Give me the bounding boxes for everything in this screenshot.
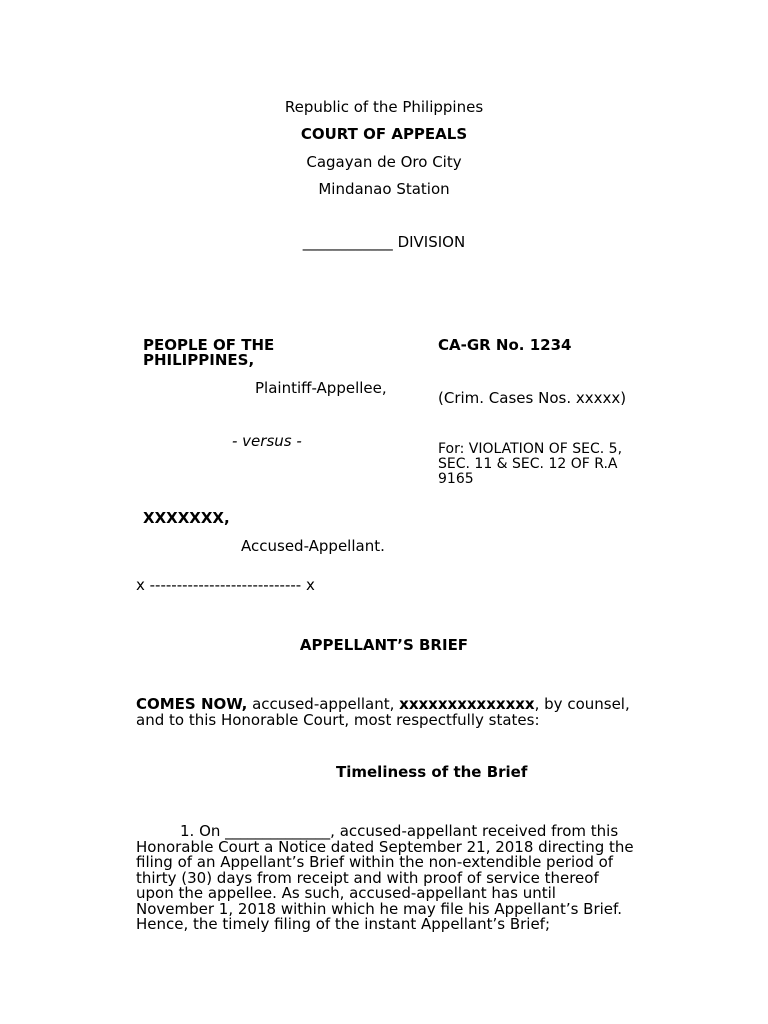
case-number: CA-GR No. 1234 — [438, 336, 572, 354]
document-title: APPELLANT’S BRIEF — [299, 636, 469, 654]
charge-line2: SEC. 11 & SEC. 12 OF R.A — [438, 456, 618, 472]
intro-text-a: accused-appellant, — [247, 695, 400, 713]
accused-name: XXXXXXX, — [143, 509, 230, 527]
republic-line: Republic of the Philippines — [284, 98, 484, 116]
paragraph1-line4: thirty (30) days from receipt and with proof of service thereof — [136, 869, 599, 887]
section-heading: Timeliness of the Brief — [336, 763, 528, 781]
charge-line1: For: VIOLATION OF SEC. 5, — [438, 441, 623, 457]
intro-line2: and to this Honorable Court, most respectfully states: — [136, 711, 540, 729]
paragraph1-line5: upon the appellee. As such, accused-appellant has until — [136, 884, 556, 902]
intro-text-b: , by counsel, — [534, 695, 630, 713]
paragraph1-line6: November 1, 2018 within which he may file his Appellant’s Brief. — [136, 900, 622, 918]
caption-separator: x ---------------------------- x — [136, 576, 315, 594]
charge-line3: 9165 — [438, 471, 474, 487]
accused-role: Accused-Appellant. — [241, 537, 385, 555]
versus-label: - versus - — [232, 432, 302, 450]
court-station: Mindanao Station — [318, 180, 450, 198]
plaintiff-role: Plaintiff-Appellee, — [255, 379, 387, 397]
criminal-cases: (Crim. Cases Nos. xxxxx) — [438, 389, 627, 407]
paragraph1-line3: filing of an Appellant’s Brief within the non-extendible period of — [136, 853, 614, 871]
paragraph1-line7: Hence, the timely filing of the instant Appellant’s Brief; — [136, 915, 551, 933]
appellant-name: xxxxxxxxxxxxxx — [399, 695, 535, 713]
court-city: Cagayan de Oro City — [306, 153, 462, 171]
paragraph1-line1: 1. On ______________, accused-appellant received from this — [180, 822, 619, 840]
comes-now-label: COMES NOW, — [136, 695, 248, 713]
court-name: COURT OF APPEALS — [300, 125, 468, 143]
paragraph1-line2: Honorable Court a Notice dated September 21, 2018 directing the — [136, 838, 634, 856]
division-line: ____________ DIVISION — [302, 233, 466, 251]
plaintiff-name-line1: PEOPLE OF THE — [143, 336, 275, 354]
plaintiff-name-line2: PHILIPPINES, — [143, 351, 255, 369]
